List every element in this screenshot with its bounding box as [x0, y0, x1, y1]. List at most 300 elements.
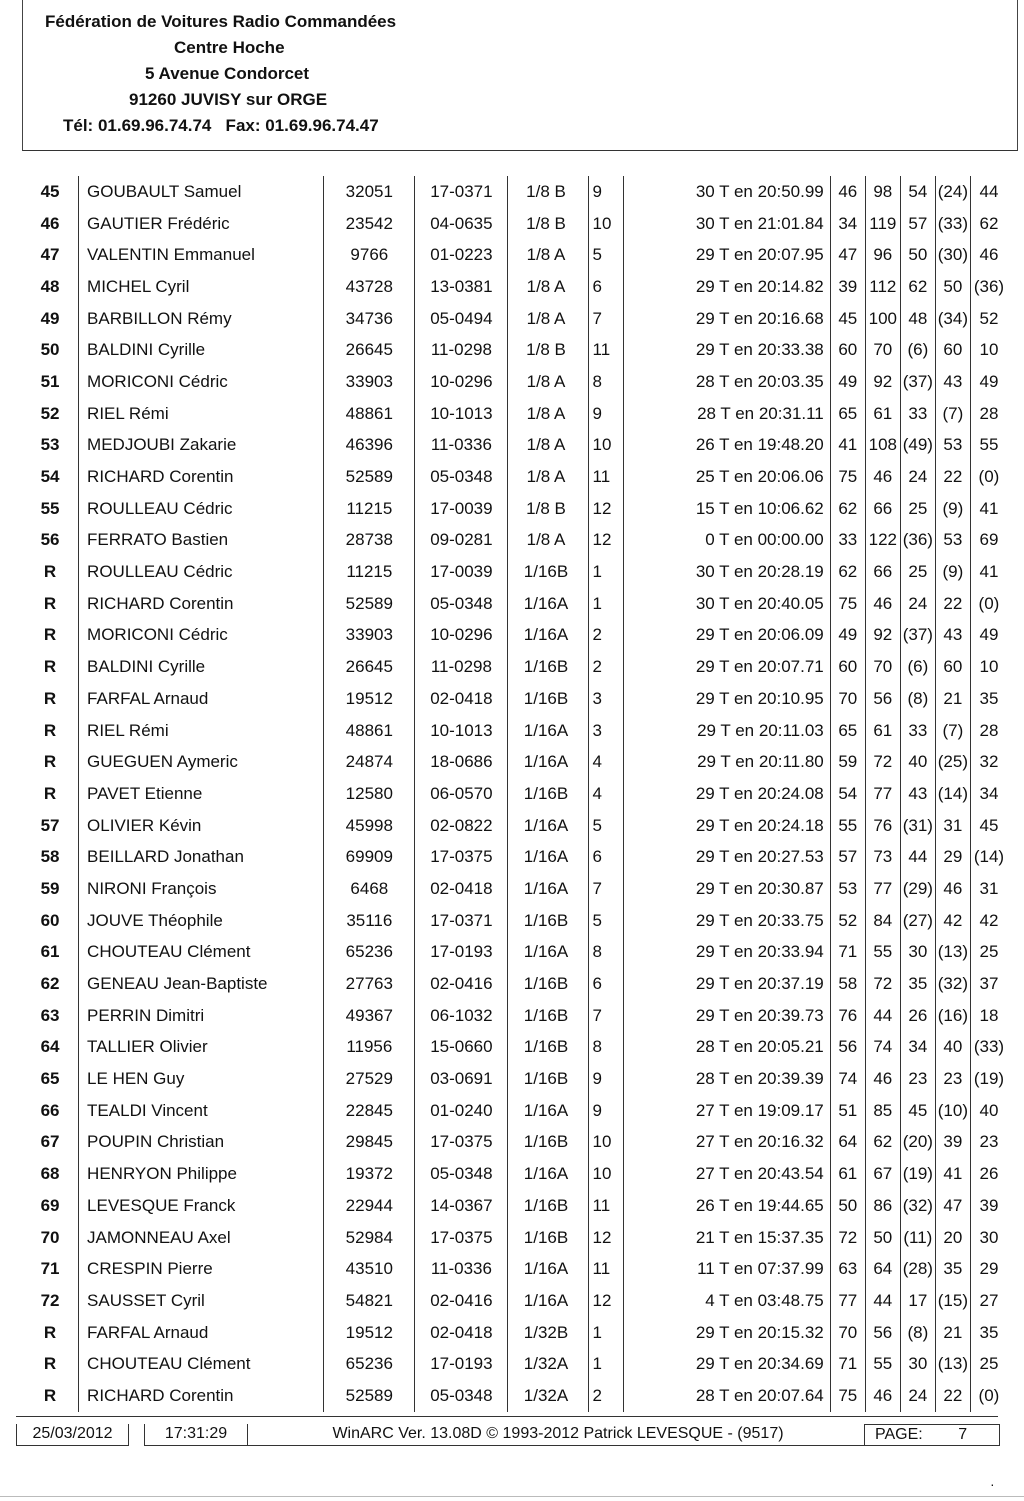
position-cell: 3	[588, 715, 623, 747]
rank-cell: 66	[22, 1095, 79, 1127]
round1-cell: (29)	[900, 873, 935, 905]
result-cell: 30 T en 20:28.19	[623, 556, 830, 588]
footer-page-number: 7	[958, 1426, 968, 1443]
round3-cell: 69	[979, 530, 999, 550]
round1-cell: (19)	[900, 1158, 935, 1190]
club-cell: 01-0223	[415, 239, 508, 271]
rank-cell: 49	[22, 303, 79, 335]
lap-cell: 46	[830, 176, 865, 208]
letterhead	[22, 0, 1018, 151]
round3-cell: 52	[979, 308, 999, 328]
round1-cell: 34	[900, 1032, 935, 1064]
round3-cell: (0)	[978, 1385, 1000, 1405]
name-cell: ROULLEAU Cédric	[79, 493, 324, 525]
points-cell: 72	[865, 746, 900, 778]
table-row	[22, 841, 1007, 873]
result-cell: 29 T en 20:07.95	[623, 239, 830, 271]
points-cell: 86	[865, 1190, 900, 1222]
name-cell: CRESPIN Pierre	[79, 1253, 324, 1285]
name-cell: RICHARD Corentin	[79, 1380, 324, 1412]
position-cell: 6	[588, 271, 623, 303]
category-cell: 1/8 A	[508, 525, 588, 557]
club-cell: 15-0660	[415, 1032, 508, 1064]
lap-cell: 55	[830, 810, 865, 842]
name-cell: GAUTIER Frédéric	[79, 208, 324, 240]
round2-cell: 43	[935, 620, 970, 652]
org-address: 5 Avenue Condorcet	[145, 64, 310, 83]
lap-cell: 50	[830, 1190, 865, 1222]
table-row	[22, 1127, 1007, 1159]
category-cell: 1/8 A	[508, 366, 588, 398]
points-cell: 77	[865, 873, 900, 905]
lap-cell: 49	[830, 366, 865, 398]
category-cell: 1/16B	[508, 778, 588, 810]
round3-cell: 55	[979, 435, 999, 455]
license-cell: 54821	[324, 1285, 415, 1317]
points-cell: 66	[865, 556, 900, 588]
rank-cell: 48	[22, 271, 79, 303]
category-cell: 1/32A	[508, 1348, 588, 1380]
round1-cell: 33	[900, 398, 935, 430]
table-row	[22, 905, 1007, 937]
table-row	[22, 873, 1007, 905]
position-cell: 1	[588, 556, 623, 588]
round1-cell: 30	[900, 1348, 935, 1380]
table-row	[22, 1348, 1007, 1380]
club-cell: 17-0375	[415, 841, 508, 873]
club-cell: 02-0822	[415, 810, 508, 842]
club-cell: 11-0336	[415, 1253, 508, 1285]
rank-cell: R	[22, 746, 79, 778]
category-cell: 1/32A	[508, 1380, 588, 1412]
lap-cell: 45	[830, 303, 865, 335]
result-cell: 29 T en 20:15.32	[623, 1317, 830, 1349]
round1-cell: (27)	[900, 905, 935, 937]
license-cell: 45998	[324, 810, 415, 842]
round1-cell: 25	[900, 493, 935, 525]
category-cell: 1/8 A	[508, 239, 588, 271]
category-cell: 1/16B	[508, 556, 588, 588]
position-cell: 9	[588, 1063, 623, 1095]
position-cell: 1	[588, 1317, 623, 1349]
round2-cell: (13)	[935, 1348, 970, 1380]
round3-cell: (0)	[978, 593, 1000, 613]
result-cell: 29 T en 20:10.95	[623, 683, 830, 715]
table-row	[22, 937, 1007, 969]
result-cell: 29 T en 20:39.73	[623, 1000, 830, 1032]
rank-cell: 67	[22, 1127, 79, 1159]
name-cell: ROULLEAU Cédric	[79, 556, 324, 588]
round1-cell: (20)	[900, 1127, 935, 1159]
round2-cell: 20	[935, 1222, 970, 1254]
table-row	[22, 683, 1007, 715]
category-cell: 1/16B	[508, 1063, 588, 1095]
club-cell: 11-0336	[415, 430, 508, 462]
name-cell: CHOUTEAU Clément	[79, 1348, 324, 1380]
club-cell: 17-0371	[415, 176, 508, 208]
table-row	[22, 398, 1007, 430]
round2-cell: (33)	[935, 208, 970, 240]
lap-cell: 70	[830, 683, 865, 715]
lap-cell: 62	[830, 493, 865, 525]
result-cell: 11 T en 07:37.99	[623, 1253, 830, 1285]
rank-cell: 70	[22, 1222, 79, 1254]
round3-cell: 40	[979, 1100, 999, 1120]
round3-cell: 26	[979, 1164, 999, 1184]
club-cell: 05-0348	[415, 588, 508, 620]
table-row	[22, 366, 1007, 398]
result-cell: 27 T en 20:43.54	[623, 1158, 830, 1190]
points-cell: 72	[865, 968, 900, 1000]
round2-cell: (30)	[935, 239, 970, 271]
round3-cell: 10	[979, 340, 999, 360]
round1-cell: (36)	[900, 525, 935, 557]
club-cell: 14-0367	[415, 1190, 508, 1222]
table-row	[22, 1380, 1007, 1412]
name-cell: MICHEL Cyril	[79, 271, 324, 303]
points-cell: 46	[865, 1063, 900, 1095]
category-cell: 1/16A	[508, 937, 588, 969]
round2-cell: 22	[935, 588, 970, 620]
name-cell: TALLIER Olivier	[79, 1032, 324, 1064]
lap-cell: 77	[830, 1285, 865, 1317]
round1-cell: 30	[900, 937, 935, 969]
category-cell: 1/16B	[508, 1127, 588, 1159]
result-cell: 21 T en 15:37.35	[623, 1222, 830, 1254]
category-cell: 1/16B	[508, 1032, 588, 1064]
round3-cell: 31	[979, 878, 999, 898]
points-cell: 92	[865, 366, 900, 398]
name-cell: NIRONI François	[79, 873, 324, 905]
license-cell: 23542	[324, 208, 415, 240]
lap-cell: 60	[830, 651, 865, 683]
category-cell: 1/8 A	[508, 271, 588, 303]
rank-cell: R	[22, 1317, 79, 1349]
table-row	[22, 968, 1007, 1000]
license-cell: 22944	[324, 1190, 415, 1222]
lap-cell: 51	[830, 1095, 865, 1127]
position-cell: 7	[588, 873, 623, 905]
position-cell: 11	[588, 334, 623, 366]
club-cell: 17-0193	[415, 937, 508, 969]
table-row	[22, 588, 1007, 620]
category-cell: 1/8 B	[508, 493, 588, 525]
club-cell: 05-0348	[415, 461, 508, 493]
name-cell: BALDINI Cyrille	[79, 651, 324, 683]
name-cell: FARFAL Arnaud	[79, 683, 324, 715]
rank-cell: 56	[22, 525, 79, 557]
round1-cell: 40	[900, 746, 935, 778]
result-cell: 29 T en 20:33.38	[623, 334, 830, 366]
club-cell: 11-0298	[415, 334, 508, 366]
rank-cell: 62	[22, 968, 79, 1000]
round2-cell: (15)	[935, 1285, 970, 1317]
license-cell: 19512	[324, 1317, 415, 1349]
category-cell: 1/16A	[508, 873, 588, 905]
points-cell: 96	[865, 239, 900, 271]
round2-cell: 50	[935, 271, 970, 303]
category-cell: 1/8 B	[508, 334, 588, 366]
result-cell: 26 T en 19:48.20	[623, 430, 830, 462]
round1-cell: 24	[900, 588, 935, 620]
position-cell: 12	[588, 1285, 623, 1317]
round3-cell: 29	[979, 1259, 999, 1279]
round2-cell: (34)	[935, 303, 970, 335]
position-cell: 5	[588, 810, 623, 842]
position-cell: 10	[588, 1127, 623, 1159]
round2-cell: 40	[935, 1032, 970, 1064]
round2-cell: (24)	[935, 176, 970, 208]
name-cell: LE HEN Guy	[79, 1063, 324, 1095]
results-body	[22, 176, 1007, 1412]
table-row	[22, 1222, 1007, 1254]
round3-cell: 35	[979, 688, 999, 708]
round2-cell: (10)	[935, 1095, 970, 1127]
round2-cell: 41	[935, 1158, 970, 1190]
club-cell: 02-0418	[415, 873, 508, 905]
scan-mark: ·	[990, 1476, 995, 1492]
category-cell: 1/16B	[508, 1222, 588, 1254]
round3-cell: 28	[979, 403, 999, 423]
round1-cell: 24	[900, 1380, 935, 1412]
points-cell: 85	[865, 1095, 900, 1127]
result-cell: 28 T en 20:31.11	[623, 398, 830, 430]
name-cell: HENRYON Philippe	[79, 1158, 324, 1190]
name-cell: FARFAL Arnaud	[79, 1317, 324, 1349]
result-cell: 0 T en 00:00.00	[623, 525, 830, 557]
club-cell: 03-0691	[415, 1063, 508, 1095]
name-cell: PERRIN Dimitri	[79, 1000, 324, 1032]
result-cell: 29 T en 20:06.09	[623, 620, 830, 652]
round3-cell: (0)	[978, 467, 1000, 487]
position-cell: 11	[588, 1253, 623, 1285]
name-cell: BEILLARD Jonathan	[79, 841, 324, 873]
result-cell: 29 T en 20:33.75	[623, 905, 830, 937]
org-name: Fédération de Voitures Radio Commandées	[45, 12, 397, 31]
round2-cell: 53	[935, 430, 970, 462]
round3-cell: (19)	[973, 1069, 1005, 1089]
round2-cell: (7)	[935, 398, 970, 430]
result-cell: 29 T en 20:11.80	[623, 746, 830, 778]
license-cell: 11956	[324, 1032, 415, 1064]
points-cell: 56	[865, 1317, 900, 1349]
position-cell: 7	[588, 1000, 623, 1032]
license-cell: 48861	[324, 715, 415, 747]
rank-cell: 65	[22, 1063, 79, 1095]
lap-cell: 74	[830, 1063, 865, 1095]
position-cell: 12	[588, 525, 623, 557]
table-row	[22, 1190, 1007, 1222]
name-cell: CHOUTEAU Clément	[79, 937, 324, 969]
license-cell: 52589	[324, 461, 415, 493]
rank-cell: 54	[22, 461, 79, 493]
footer-time: 17:31:29	[144, 1424, 248, 1446]
lap-cell: 58	[830, 968, 865, 1000]
rank-cell: 68	[22, 1158, 79, 1190]
license-cell: 26645	[324, 334, 415, 366]
license-cell: 9766	[324, 239, 415, 271]
round2-cell: 21	[935, 683, 970, 715]
result-cell: 29 T en 20:24.18	[623, 810, 830, 842]
points-cell: 70	[865, 651, 900, 683]
round1-cell: 25	[900, 556, 935, 588]
position-cell: 1	[588, 1348, 623, 1380]
table-row	[22, 620, 1007, 652]
round1-cell: (32)	[900, 1190, 935, 1222]
round2-cell: 22	[935, 461, 970, 493]
category-cell: 1/16A	[508, 746, 588, 778]
club-cell: 17-0375	[415, 1127, 508, 1159]
round3-cell: 41	[979, 562, 999, 582]
round1-cell: 45	[900, 1095, 935, 1127]
round3-cell: 35	[979, 1322, 999, 1342]
result-cell: 4 T en 03:48.75	[623, 1285, 830, 1317]
table-row	[22, 525, 1007, 557]
lap-cell: 71	[830, 937, 865, 969]
result-cell: 28 T en 20:03.35	[623, 366, 830, 398]
round3-cell: 41	[979, 498, 999, 518]
round3-cell: 32	[979, 752, 999, 772]
round2-cell: (7)	[935, 715, 970, 747]
club-cell: 18-0686	[415, 746, 508, 778]
category-cell: 1/8 A	[508, 398, 588, 430]
rank-cell: 71	[22, 1253, 79, 1285]
license-cell: 46396	[324, 430, 415, 462]
club-cell: 10-1013	[415, 398, 508, 430]
name-cell: RIEL Rémi	[79, 398, 324, 430]
lap-cell: 60	[830, 334, 865, 366]
rank-cell: 55	[22, 493, 79, 525]
round2-cell: 46	[935, 873, 970, 905]
rank-cell: 45	[22, 176, 79, 208]
lap-cell: 65	[830, 398, 865, 430]
club-cell: 17-0193	[415, 1348, 508, 1380]
club-cell: 17-0039	[415, 493, 508, 525]
lap-cell: 54	[830, 778, 865, 810]
round1-cell: (28)	[900, 1253, 935, 1285]
table-row	[22, 1285, 1007, 1317]
name-cell: POUPIN Christian	[79, 1127, 324, 1159]
name-cell: OLIVIER Kévin	[79, 810, 324, 842]
round2-cell: 22	[935, 1380, 970, 1412]
result-cell: 28 T en 20:39.39	[623, 1063, 830, 1095]
name-cell: RICHARD Corentin	[79, 461, 324, 493]
round2-cell: 47	[935, 1190, 970, 1222]
points-cell: 61	[865, 398, 900, 430]
points-cell: 56	[865, 683, 900, 715]
lap-cell: 72	[830, 1222, 865, 1254]
position-cell: 11	[588, 461, 623, 493]
category-cell: 1/32B	[508, 1317, 588, 1349]
rank-cell: R	[22, 1348, 79, 1380]
round1-cell: 50	[900, 239, 935, 271]
rank-cell: 61	[22, 937, 79, 969]
position-cell: 11	[588, 1190, 623, 1222]
license-cell: 32051	[324, 176, 415, 208]
round1-cell: (6)	[900, 651, 935, 683]
table-row	[22, 1253, 1007, 1285]
rank-cell: 72	[22, 1285, 79, 1317]
round1-cell: (8)	[900, 1317, 935, 1349]
round3-cell: 34	[979, 783, 999, 803]
club-cell: 05-0494	[415, 303, 508, 335]
points-cell: 55	[865, 1348, 900, 1380]
position-cell: 2	[588, 1380, 623, 1412]
license-cell: 11215	[324, 556, 415, 588]
rank-cell: 57	[22, 810, 79, 842]
license-cell: 33903	[324, 366, 415, 398]
table-row	[22, 810, 1007, 842]
round2-cell: 60	[935, 334, 970, 366]
category-cell: 1/8 B	[508, 176, 588, 208]
lap-cell: 75	[830, 588, 865, 620]
table-row	[22, 303, 1007, 335]
license-cell: 35116	[324, 905, 415, 937]
org-city: 91260 JUVISY sur ORGE	[129, 90, 328, 109]
rank-cell: 52	[22, 398, 79, 430]
name-cell: MEDJOUBI Zakarie	[79, 430, 324, 462]
lap-cell: 62	[830, 556, 865, 588]
table-row	[22, 1032, 1007, 1064]
club-cell: 17-0039	[415, 556, 508, 588]
result-cell: 29 T en 20:33.94	[623, 937, 830, 969]
round2-cell: 35	[935, 1253, 970, 1285]
rank-cell: 63	[22, 1000, 79, 1032]
license-cell: 28738	[324, 525, 415, 557]
position-cell: 2	[588, 651, 623, 683]
round3-cell: 10	[979, 657, 999, 677]
result-cell: 29 T en 20:37.19	[623, 968, 830, 1000]
table-row	[22, 556, 1007, 588]
page-footer	[16, 1424, 998, 1450]
points-cell: 44	[865, 1285, 900, 1317]
round3-cell: 30	[979, 1227, 999, 1247]
result-cell: 29 T en 20:24.08	[623, 778, 830, 810]
points-cell: 76	[865, 810, 900, 842]
table-row	[22, 746, 1007, 778]
lap-cell: 47	[830, 239, 865, 271]
club-cell: 02-0416	[415, 968, 508, 1000]
license-cell: 48861	[324, 398, 415, 430]
position-cell: 6	[588, 968, 623, 1000]
points-cell: 122	[865, 525, 900, 557]
name-cell: LEVESQUE Franck	[79, 1190, 324, 1222]
club-cell: 01-0240	[415, 1095, 508, 1127]
round2-cell: 23	[935, 1063, 970, 1095]
round2-cell: (9)	[935, 493, 970, 525]
round2-cell: 29	[935, 841, 970, 873]
table-row	[22, 493, 1007, 525]
lap-cell: 63	[830, 1253, 865, 1285]
round1-cell: 26	[900, 1000, 935, 1032]
lap-cell: 57	[830, 841, 865, 873]
round2-cell: 31	[935, 810, 970, 842]
result-cell: 27 T en 20:16.32	[623, 1127, 830, 1159]
club-cell: 13-0381	[415, 271, 508, 303]
position-cell: 5	[588, 239, 623, 271]
table-row	[22, 176, 1007, 208]
round2-cell: 60	[935, 651, 970, 683]
lap-cell: 41	[830, 430, 865, 462]
club-cell: 05-0348	[415, 1380, 508, 1412]
position-cell: 10	[588, 1158, 623, 1190]
points-cell: 44	[865, 1000, 900, 1032]
club-cell: 04-0635	[415, 208, 508, 240]
position-cell: 12	[588, 493, 623, 525]
rank-cell: 50	[22, 334, 79, 366]
round2-cell: 43	[935, 366, 970, 398]
name-cell: FERRATO Bastien	[79, 525, 324, 557]
